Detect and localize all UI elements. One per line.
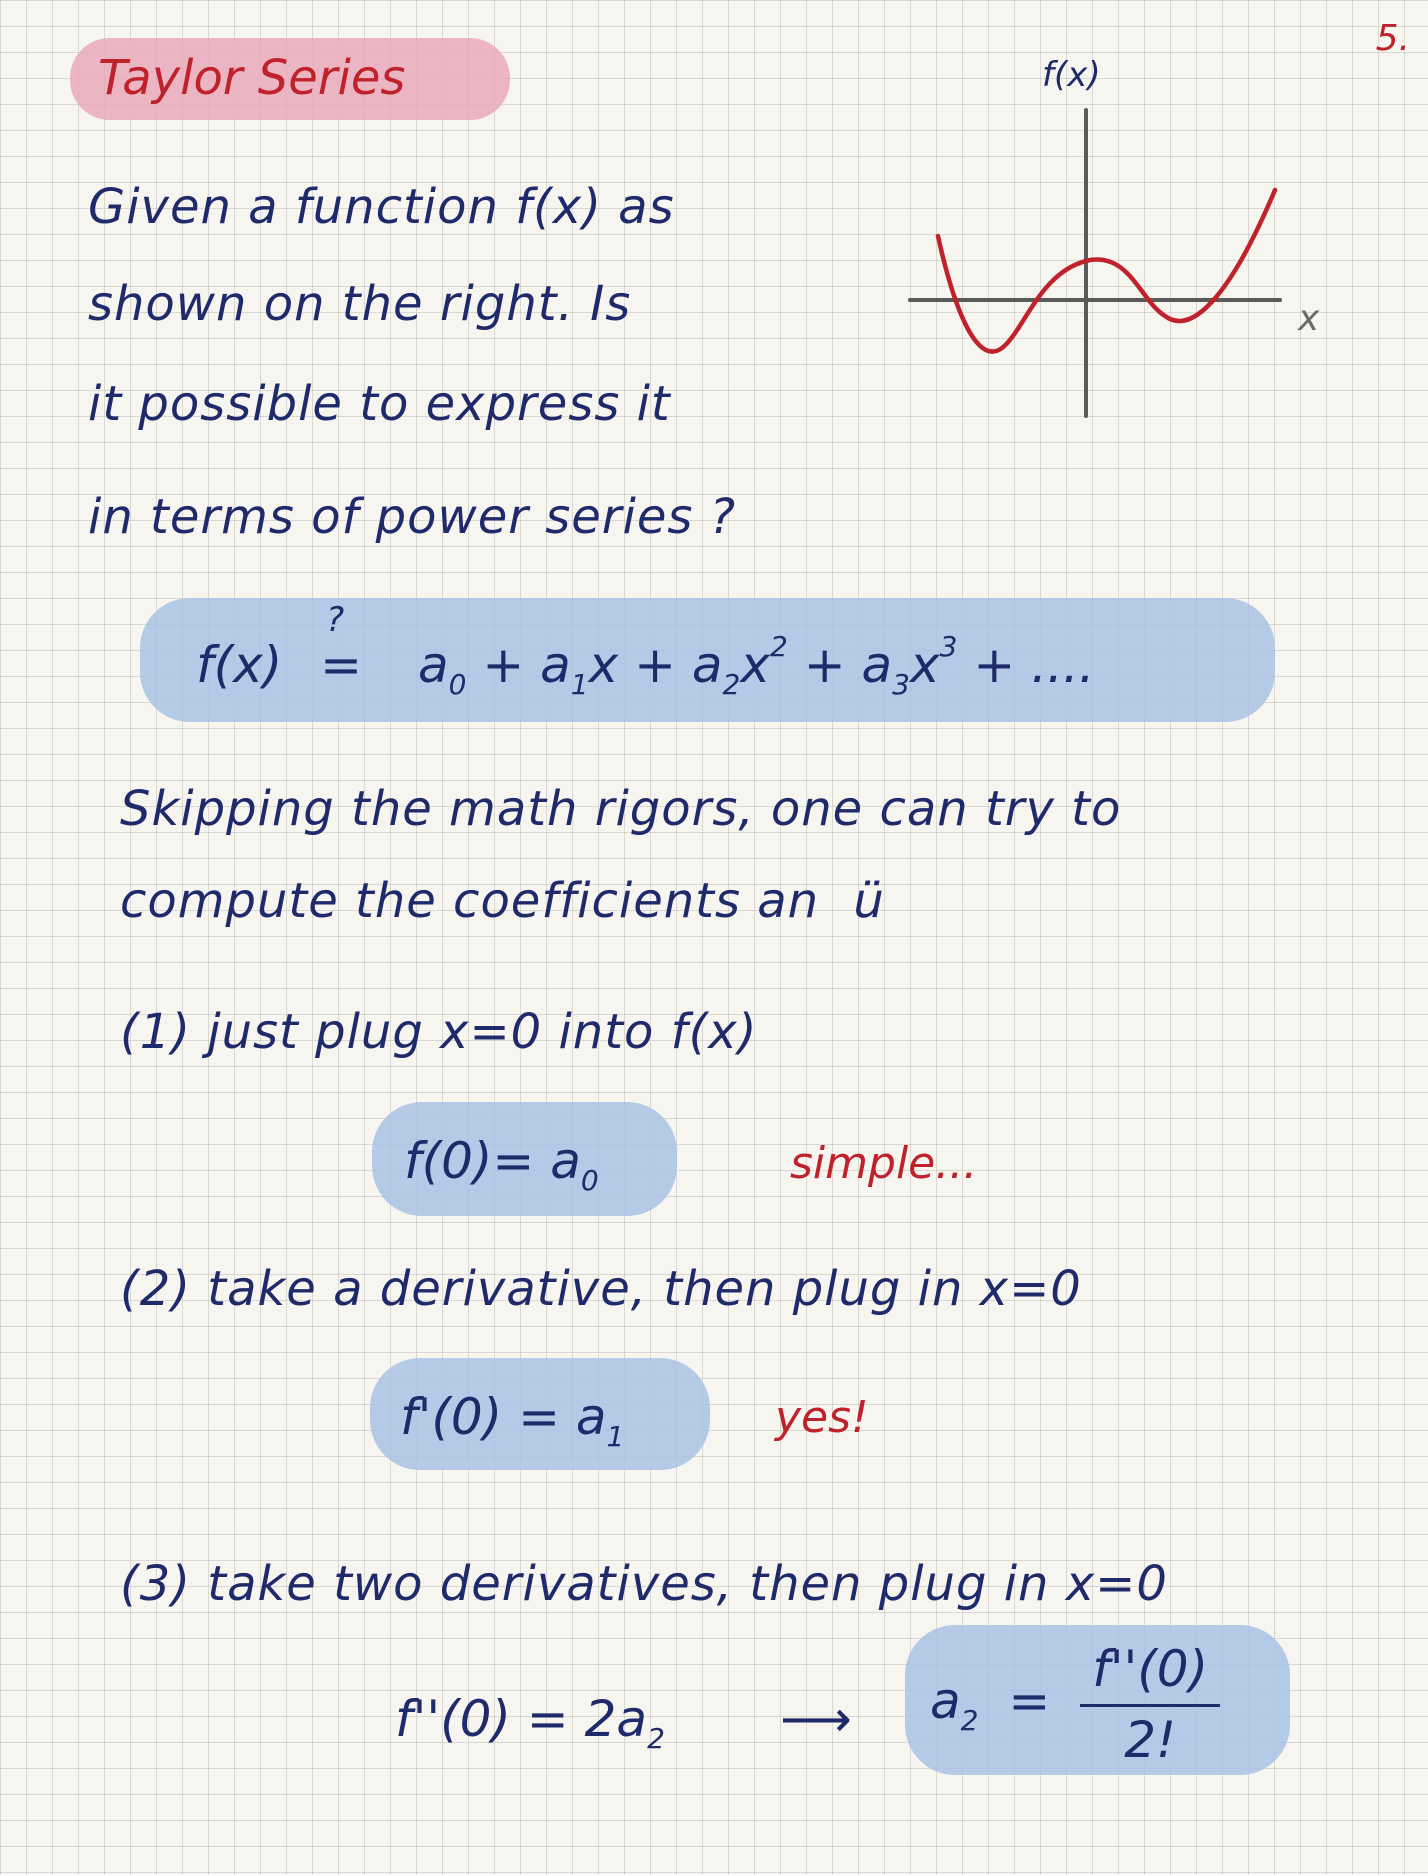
intro-line-2: shown on the right. Is <box>88 276 632 332</box>
coef-a3-sub: 3 <box>892 668 910 701</box>
step2-eq-sub: 1 <box>606 1420 625 1453</box>
intro-line-3: it possible to express it <box>88 376 671 432</box>
power-series-equation <box>196 600 1095 701</box>
coef-a0: a <box>417 636 449 694</box>
plus-1: + <box>482 636 525 694</box>
page-number: 5. <box>1375 18 1410 59</box>
page-title: Taylor Series <box>98 50 406 106</box>
term-x3: x <box>909 636 940 694</box>
plus-3: + <box>803 636 846 694</box>
arrow-icon: ⟶ <box>780 1690 852 1748</box>
coef-a0-sub: 0 <box>448 668 467 701</box>
result-equals: = <box>1008 1672 1051 1730</box>
function-graph <box>890 50 1350 430</box>
intro-line-4: in terms of power series ? <box>88 489 737 545</box>
step1-comment: simple... <box>790 1138 978 1189</box>
coef-a2-sub: 2 <box>722 668 741 701</box>
step1-eq-text: f(0)= a <box>404 1132 581 1190</box>
plus-2: + <box>634 636 676 694</box>
step1-label: (1) just plug x=0 into f(x) <box>120 1004 758 1060</box>
series-question-mark: ? <box>326 600 345 640</box>
step3-eq-sub: 2 <box>647 1722 665 1755</box>
plus-4: + <box>973 636 1016 694</box>
coef-a1: a <box>540 636 571 694</box>
series-ellipsis: .... <box>1031 636 1095 694</box>
step3-equation <box>395 1690 665 1755</box>
result-numerator: f''(0) <box>1080 1640 1220 1707</box>
skip-line-2-text: compute the coefficients an <box>120 873 820 929</box>
result-coef-a2-sub: 2 <box>960 1704 979 1737</box>
term-x3-power: 3 <box>939 630 958 663</box>
step1-equation <box>404 1132 599 1197</box>
step2-comment: yes! <box>775 1392 869 1443</box>
step1-eq-sub: 0 <box>580 1164 599 1197</box>
coef-a3: a <box>861 636 893 694</box>
result-fraction <box>1080 1640 1220 1769</box>
result-coef-a2: a <box>930 1672 961 1730</box>
term-x2-power: 2 <box>769 630 788 663</box>
result-denominator: 2! <box>1124 1711 1177 1769</box>
series-lhs: f(x) <box>196 636 283 694</box>
graph-x-label: x <box>1298 298 1320 339</box>
coef-a1-sub: 1 <box>570 668 589 701</box>
term-x2: x <box>740 636 770 694</box>
step2-label: (2) take a derivative, then plug in x=0 <box>120 1261 1082 1317</box>
series-equals: = <box>320 636 363 694</box>
skip-line-2 <box>120 873 885 929</box>
step2-equation <box>400 1388 624 1453</box>
smiley-icon: ü <box>853 873 885 929</box>
step3-label: (3) take two derivatives, then plug in x=0 <box>120 1556 1168 1612</box>
graph-y-label: f(x) <box>1042 55 1101 95</box>
step3-result <box>930 1640 1220 1769</box>
function-curve <box>938 190 1275 352</box>
term-x1: x <box>588 636 619 694</box>
skip-line-1: Skipping the math rigors, one can try to <box>120 781 1122 837</box>
intro-line-1: Given a function f(x) as <box>88 179 675 235</box>
step2-eq-text: f'(0) = a <box>400 1388 607 1446</box>
coef-a2: a <box>691 636 723 694</box>
series-questioned-equals <box>320 600 363 694</box>
step3-eq-text: f''(0) = 2a <box>395 1690 648 1748</box>
